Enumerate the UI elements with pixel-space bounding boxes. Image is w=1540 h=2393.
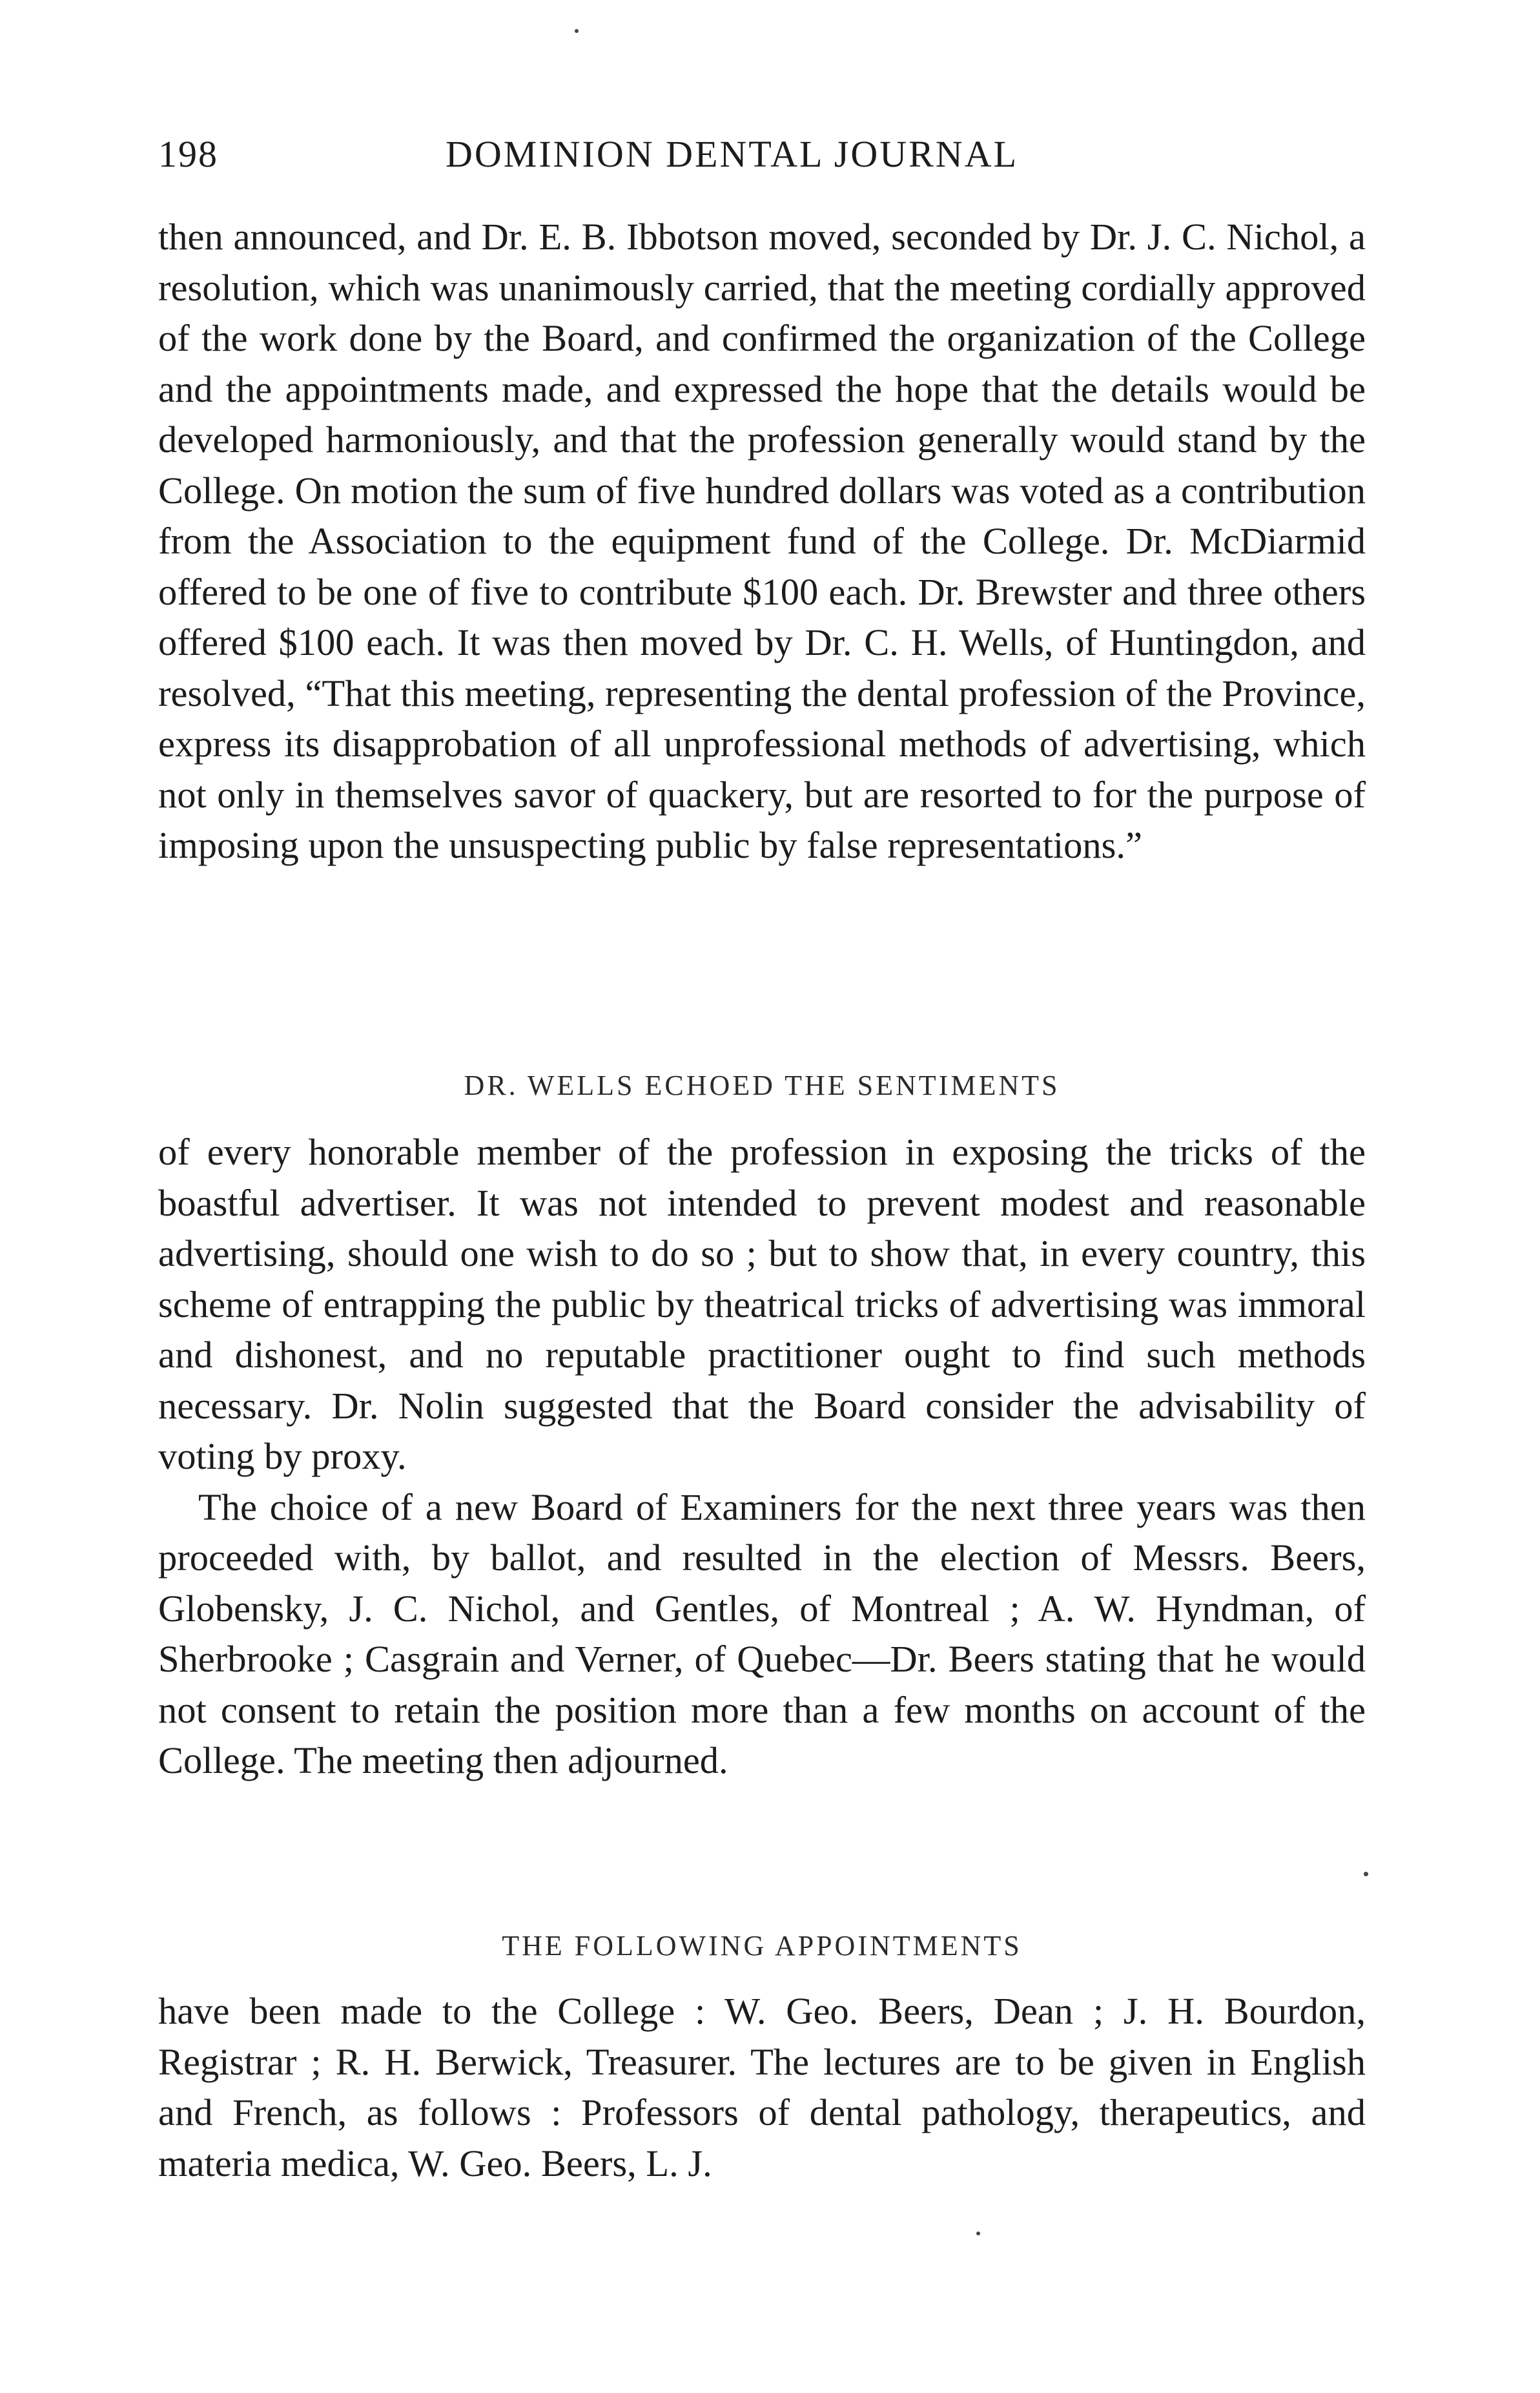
page-number: 198 bbox=[158, 133, 218, 175]
section-heading-appointments: THE FOLLOWING APPOINTMENTS bbox=[502, 1930, 1022, 1962]
text-block-opening bbox=[158, 212, 1366, 871]
print-speck bbox=[575, 29, 579, 33]
paragraph-resolution: then announced, and Dr. E. B. Ibbotson moved, seconded by Dr. J. C. Nichol, a resolution, which was unanimously carried, that the meeting cordially approved of the work done by the Board, and confirmed the organization of the College and the appointments made, and expressed the hope that the details would be developed harmoniously, and that the profession generally would stand by the College. On motion the sum of five hundred dollars was voted as a contribution from the Association to the equipment fund of the College. Dr. McDiarmid offered to be one of five to contribute $100 each. Dr. Brewster and three others offered $100 each. It was then moved by Dr. C. H. Wells, of Huntingdon, and resolved, “That this meeting, representing the dental profession of the Province, express its disapprobation of all unprofessional methods of advertising, which not only in themselves savor of quackery, but are resorted to for the purpose of imposing upon the unsuspecting public by false representations.” bbox=[158, 216, 1366, 866]
paragraph-appointments: have been made to the College : W. Geo. Beers, Dean ; J. H. Bourdon, Registrar ; R. H. Berwick, Treasurer. The lectures are to be given in English and French, as follows : Professors of dental pathology, therapeutics, and materia medica, W. Geo. Beers, L. J. bbox=[158, 1990, 1366, 2184]
print-speck bbox=[976, 2232, 980, 2235]
paragraph-advertising: of every honorable member of the profession in exposing the tricks of the boastful advertiser. It was not intended to prevent modest and reasonable advertising, should one wish to do so ; but to show that, in every country, this scheme of entrapping the public by theatrical tricks of advertising was immoral and dishonest, and no reputable practitioner ought to find such methods necessary. Dr. Nolin suggested that the Board consider the advisability of voting by proxy. bbox=[158, 1131, 1366, 1477]
text-block-wells bbox=[158, 1127, 1366, 1787]
journal-title: DOMINION DENTAL JOURNAL bbox=[446, 133, 1019, 175]
print-speck bbox=[1364, 1872, 1368, 1876]
running-head bbox=[158, 132, 1366, 184]
text-block-appointments bbox=[158, 1986, 1366, 2189]
paragraph-board-election: The choice of a new Board of Examiners for the next three years was then proceeded with, by ballot, and resulted in the election of Messrs. Beers, Globensky, J. C. Nichol, and Gentles, of Montreal ; A. W. Hyndman, of Sherbrooke ; Casgrain and Verner, of Quebec—Dr. Beers stating that he would not consent to retain the position more than a few months on account of the College. The meeting then adjourned. bbox=[158, 1486, 1366, 1781]
section-heading-wells: DR. WELLS ECHOED THE SENTIMENTS bbox=[464, 1070, 1060, 1101]
